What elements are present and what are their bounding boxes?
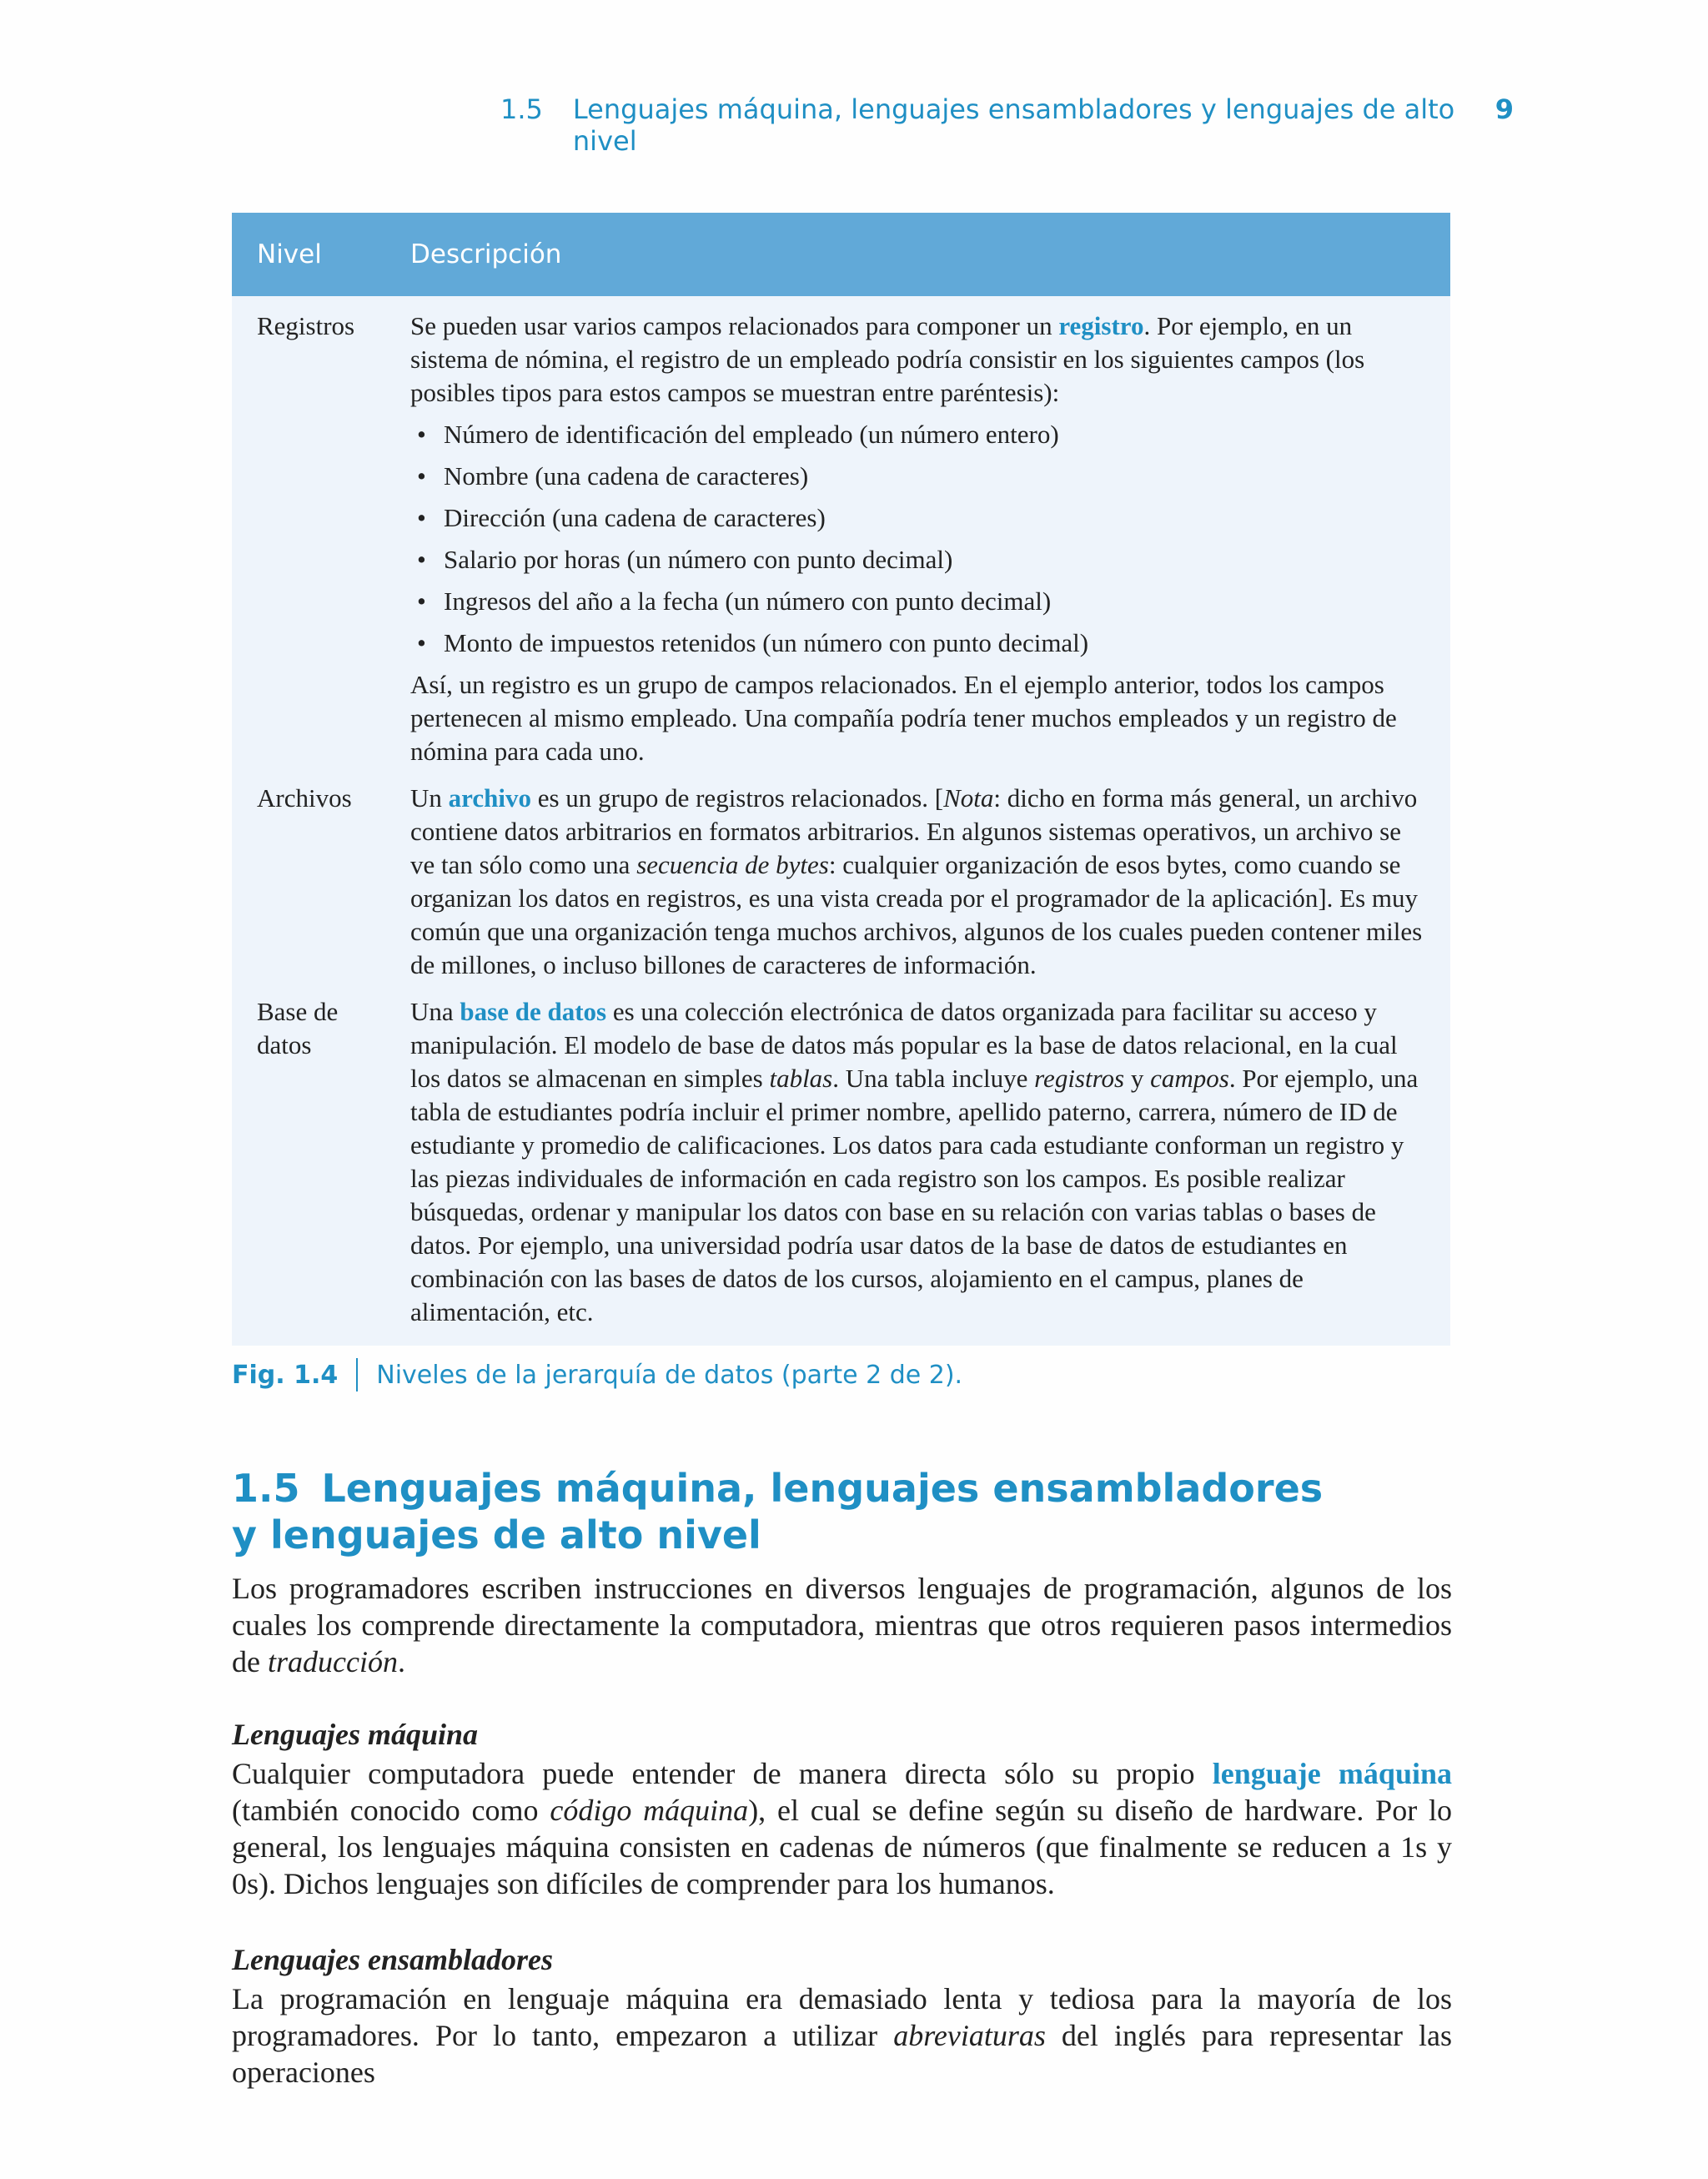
data-hierarchy-table: [232, 213, 1450, 1346]
running-head: [500, 93, 1514, 157]
emphasis-traduccion: traducción: [267, 1645, 398, 1678]
table-row-archivos: [232, 768, 1450, 982]
description-registros: [405, 296, 1450, 768]
ensambladores-paragraph: [232, 1980, 1452, 2091]
text-run: Cualquier computadora puede entender de manera directa sólo su propio: [232, 1757, 1213, 1790]
list-item: • Monto de impuestos retenidos (un número con punto decimal): [410, 627, 1427, 660]
list-item: • Nombre (una cadena de caracteres): [410, 460, 1427, 493]
subheading-lenguajes-ensambladores: Lenguajes ensambladores: [232, 1943, 554, 1976]
registros-paragraph-1: [410, 309, 1427, 410]
emphasis-codigo-maquina: código máquina: [550, 1794, 749, 1827]
keyword-base-de-datos: base de datos: [460, 997, 607, 1026]
level-registros: Registros: [257, 311, 355, 340]
section-heading: [232, 1465, 1323, 1558]
page-number: 9: [1494, 93, 1514, 125]
subheading-lenguajes-maquina: Lenguajes máquina: [232, 1718, 479, 1751]
column-header-description: Descripción: [405, 213, 1450, 296]
maquina-paragraph: [232, 1755, 1452, 1902]
table-row-registros: [232, 296, 1450, 768]
figure-label: Fig. 1.4: [232, 1360, 339, 1390]
text-run: .: [397, 1645, 405, 1678]
figure-caption: [232, 1358, 962, 1391]
ensambladores-body: [232, 1980, 1452, 2091]
text-run: : cualquier organización de esos bytes, como cuando se organizan los datos en registros, es una vista creada por el programador de la aplicación]. Es muy común que una organización tenga muchos archivos, algunos de los cuales pueden contener miles de millones, o incluso billones de caracteres de información.: [410, 850, 1423, 979]
level-archivos: Archivos: [257, 783, 352, 813]
table-row-base-datos: [232, 982, 1450, 1346]
text-run: Los programadores escriben instrucciones en diversos lenguajes de programación, algunos de los cuales los comprende directamente la computadora, mientras que otros requieren pasos intermedios de: [232, 1572, 1452, 1678]
text-run: Una: [410, 997, 460, 1026]
list-item: • Dirección (una cadena de caracteres): [410, 501, 1427, 535]
text-run: : dicho en forma más general, un archivo contiene datos arbitrarios en formatos arbitrarios. En algunos sistemas operativos, un archivo se ve tan sólo como una: [410, 783, 1418, 879]
section-title-line-1: Lenguajes máquina, lenguajes ensambladores: [321, 1466, 1324, 1511]
emphasis-tablas: tablas: [769, 1064, 833, 1093]
caption-text: Niveles de la jerarquía de datos (parte 2 de 2).: [376, 1360, 963, 1390]
text-run: . Por ejemplo, en un sistema de nómina, el registro de un empleado podría consistir en los siguientes campos (los posibles tipos para estos campos se muestran entre paréntesis):: [410, 311, 1365, 407]
text-run: del inglés para representar las operaciones: [232, 2019, 1452, 2089]
section-title-line-2: y lenguajes de alto nivel: [232, 1512, 761, 1558]
archivos-paragraph: [410, 782, 1427, 982]
text-run: y: [1124, 1064, 1151, 1093]
keyword-archivo: archivo: [448, 783, 531, 813]
emphasis-campos: campos: [1150, 1064, 1229, 1093]
level-line: Base de: [257, 997, 339, 1026]
text-run: Un: [410, 783, 449, 813]
emphasis-abreviaturas: abreviaturas: [893, 2019, 1046, 2052]
text-run: es una colección electrónica de datos organizada para facilitar su acceso y manipulación. El modelo de base de datos más popular es la base de datos relacional, en la cual los datos se almacenan en simples: [410, 997, 1398, 1093]
level-base-datos: [232, 982, 405, 1346]
table-header-row: [232, 213, 1450, 296]
registros-paragraph-2: Así, un registro es un grupo de campos relacionados. En el ejemplo anterior, todos los campos pertenecen al mismo empleado. Una compañía podría tener muchos empleados y un registro de nómina para cada uno.: [410, 670, 1397, 766]
caption-divider: [356, 1358, 358, 1391]
text-run: ), el cual se define según su diseño de hardware. Por lo general, los lenguajes máquina consisten en cadenas de números (que finalmente se reducen a 1s y 0s). Dichos lenguajes son difíciles de comprender para los humanos.: [232, 1794, 1453, 1900]
emphasis-nota: Nota: [943, 783, 994, 813]
text-run: La programación en lenguaje máquina era demasiado lenta y tediosa para la mayoría de los programadores. Por lo tanto, empezaron a utilizar: [232, 1982, 1452, 2052]
text-run: (también conocido como: [232, 1794, 550, 1827]
emphasis-registros: registros: [1034, 1064, 1125, 1093]
keyword-registro: registro: [1058, 311, 1144, 340]
fields-list: [410, 418, 1427, 660]
section-intro: [232, 1570, 1452, 1680]
running-head-section-number: 1.5: [500, 93, 543, 125]
section-number: 1.5: [232, 1466, 300, 1511]
text-run: es un grupo de registros relacionados. [: [530, 783, 944, 813]
base-datos-paragraph: [410, 995, 1427, 1329]
description-base-datos: [405, 982, 1450, 1346]
text-run: Se pueden usar varios campos relacionados para componer un: [410, 311, 1059, 340]
text-run: . Por ejemplo, una tabla de estudiantes podría incluir el primer nombre, apellido paterno, carrera, número de ID de estudiante y promedio de calificaciones. Los datos para cada estudiante conforman un registro y las piezas individuales de información en cada registro son los campos. Es posible realizar búsquedas, ordenar y manipular los datos con base en su relación con varias tablas o bases de datos. Por ejemplo, una universidad podría usar datos de la base de datos de estudiantes en combinación con las bases de datos de los cursos, alojamiento en el campus, planes de alimentación, etc.: [410, 1064, 1419, 1326]
running-head-title: Lenguajes máquina, lenguajes ensambladores y lenguajes de alto nivel: [572, 93, 1455, 157]
emphasis-secuencia: secuencia de bytes: [636, 850, 829, 879]
description-archivos: [405, 768, 1450, 982]
intro-paragraph: [232, 1570, 1452, 1680]
column-header-level: Nivel: [232, 213, 405, 296]
text-run: . Una tabla incluye: [832, 1064, 1035, 1093]
level-line: datos: [257, 1030, 312, 1059]
list-item: • Número de identificación del empleado (un número entero): [410, 418, 1427, 451]
list-item: • Ingresos del año a la fecha (un número con punto decimal): [410, 585, 1427, 618]
list-item: • Salario por horas (un número con punto decimal): [410, 543, 1427, 576]
keyword-lenguaje-maquina: lenguaje máquina: [1212, 1757, 1452, 1790]
maquina-body: [232, 1755, 1452, 1902]
